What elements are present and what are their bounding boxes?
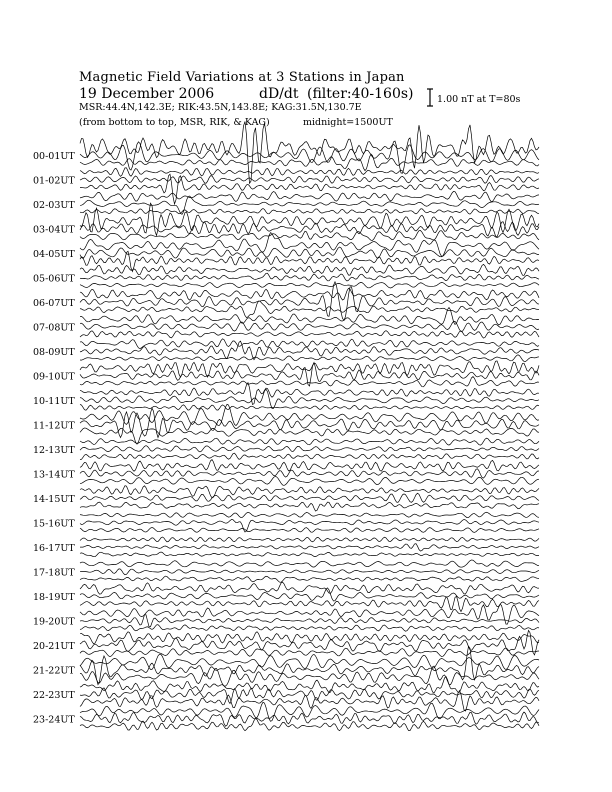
trace-msr (80, 596, 539, 611)
hour-label: 15-16UT (33, 518, 75, 530)
trace-rik (80, 469, 539, 478)
order-note-text: (from bottom to top, MSR, RIK, & KAG) (79, 117, 270, 128)
trace-kag (80, 438, 539, 445)
midnight-note: midnight=1500UT (303, 117, 393, 128)
hour-label: 08-09UT (33, 347, 75, 358)
trace-rik (80, 222, 539, 237)
hour-label: 02-03UT (33, 200, 75, 211)
trace-kag (80, 560, 539, 567)
component-label: dD/dt (259, 86, 299, 102)
hour-label: 22-23UT (33, 690, 75, 701)
trace-msr (80, 666, 539, 686)
trace-kag (80, 537, 539, 542)
trace-msr (80, 718, 539, 730)
trace-kag (80, 203, 539, 235)
trace-kag (80, 264, 539, 275)
trace-msr (80, 405, 539, 411)
chart-title: Magnetic Field Variations at 3 Stations in Japan (79, 70, 405, 85)
hour-label: 18-19UT (33, 592, 75, 603)
hour-label: 00-01UT (33, 151, 75, 162)
trace-msr (80, 576, 539, 582)
hour-label: 01-02UT (33, 175, 75, 187)
trace-msr (80, 355, 539, 362)
trace-msr (80, 283, 539, 289)
trace-rik (80, 389, 539, 408)
trace-kag (80, 702, 539, 721)
hour-label: 20-21UT (33, 641, 75, 652)
trace-rik (80, 175, 539, 183)
hour-label: 14-15UT (33, 494, 75, 505)
trace-kag (80, 604, 539, 624)
trace-msr (80, 502, 539, 511)
trace-msr (80, 552, 539, 557)
hour-label: 06-07UT (33, 298, 75, 309)
hour-label: 19-20UT (33, 616, 75, 628)
trace-kag (80, 168, 539, 177)
trace-kag (80, 233, 539, 257)
hour-label: 13-14UT (33, 469, 75, 481)
hour-label: 09-10UT (33, 371, 75, 383)
trace-rik (80, 273, 539, 281)
hour-label: 03-04UT (33, 224, 75, 236)
trace-msr (80, 428, 539, 444)
trace-rik (80, 615, 539, 627)
trace-kag (80, 308, 539, 325)
hour-label: 11-12UT (33, 420, 75, 432)
hour-label: 10-11UT (33, 396, 75, 407)
trace-rik (80, 141, 539, 173)
trace-rik (80, 321, 539, 331)
hour-label: 16-17UT (33, 543, 75, 554)
trace-kag (80, 361, 539, 377)
trace-kag (80, 486, 539, 498)
hour-label: 17-18UT (33, 567, 75, 579)
trace-rik (80, 493, 539, 502)
trace-kag (80, 191, 539, 201)
filter-label: (filter:40-160s) (307, 86, 414, 102)
station-coordinates: MSR:44.4N,142.3E; RIK:43.5N,143.8E; KAG:31.5N,130.7E (79, 102, 362, 113)
trace-kag (80, 288, 539, 300)
date-label: 19 December 2006 (79, 86, 215, 102)
trace-rik (80, 569, 539, 575)
trace-rik (80, 446, 539, 452)
trace-kag (80, 677, 539, 693)
trace-msr (80, 231, 539, 241)
trace-kag (80, 122, 539, 184)
trace-kag (80, 512, 539, 517)
trace-msr (80, 154, 539, 171)
trace-msr (80, 528, 539, 533)
hour-label: 21-22UT (33, 665, 75, 677)
hour-label: 05-06UT (33, 273, 75, 285)
hour-label: 07-08UT (33, 322, 75, 334)
trace-rik (80, 544, 539, 552)
trace-msr (80, 453, 539, 459)
hour-label: 12-13UT (33, 445, 75, 456)
trace-kag (80, 339, 539, 349)
trace-msr (80, 477, 539, 486)
trace-msr (80, 331, 539, 338)
hour-label: 04-05UT (33, 249, 75, 260)
scale-bar-label: 1.00 nT at T=80s (437, 94, 521, 105)
trace-kag (80, 460, 539, 472)
trace-rik (80, 588, 539, 601)
hour-label: 23-24UT (33, 714, 75, 726)
trace-kag (80, 582, 539, 594)
trace-rik (80, 408, 539, 437)
